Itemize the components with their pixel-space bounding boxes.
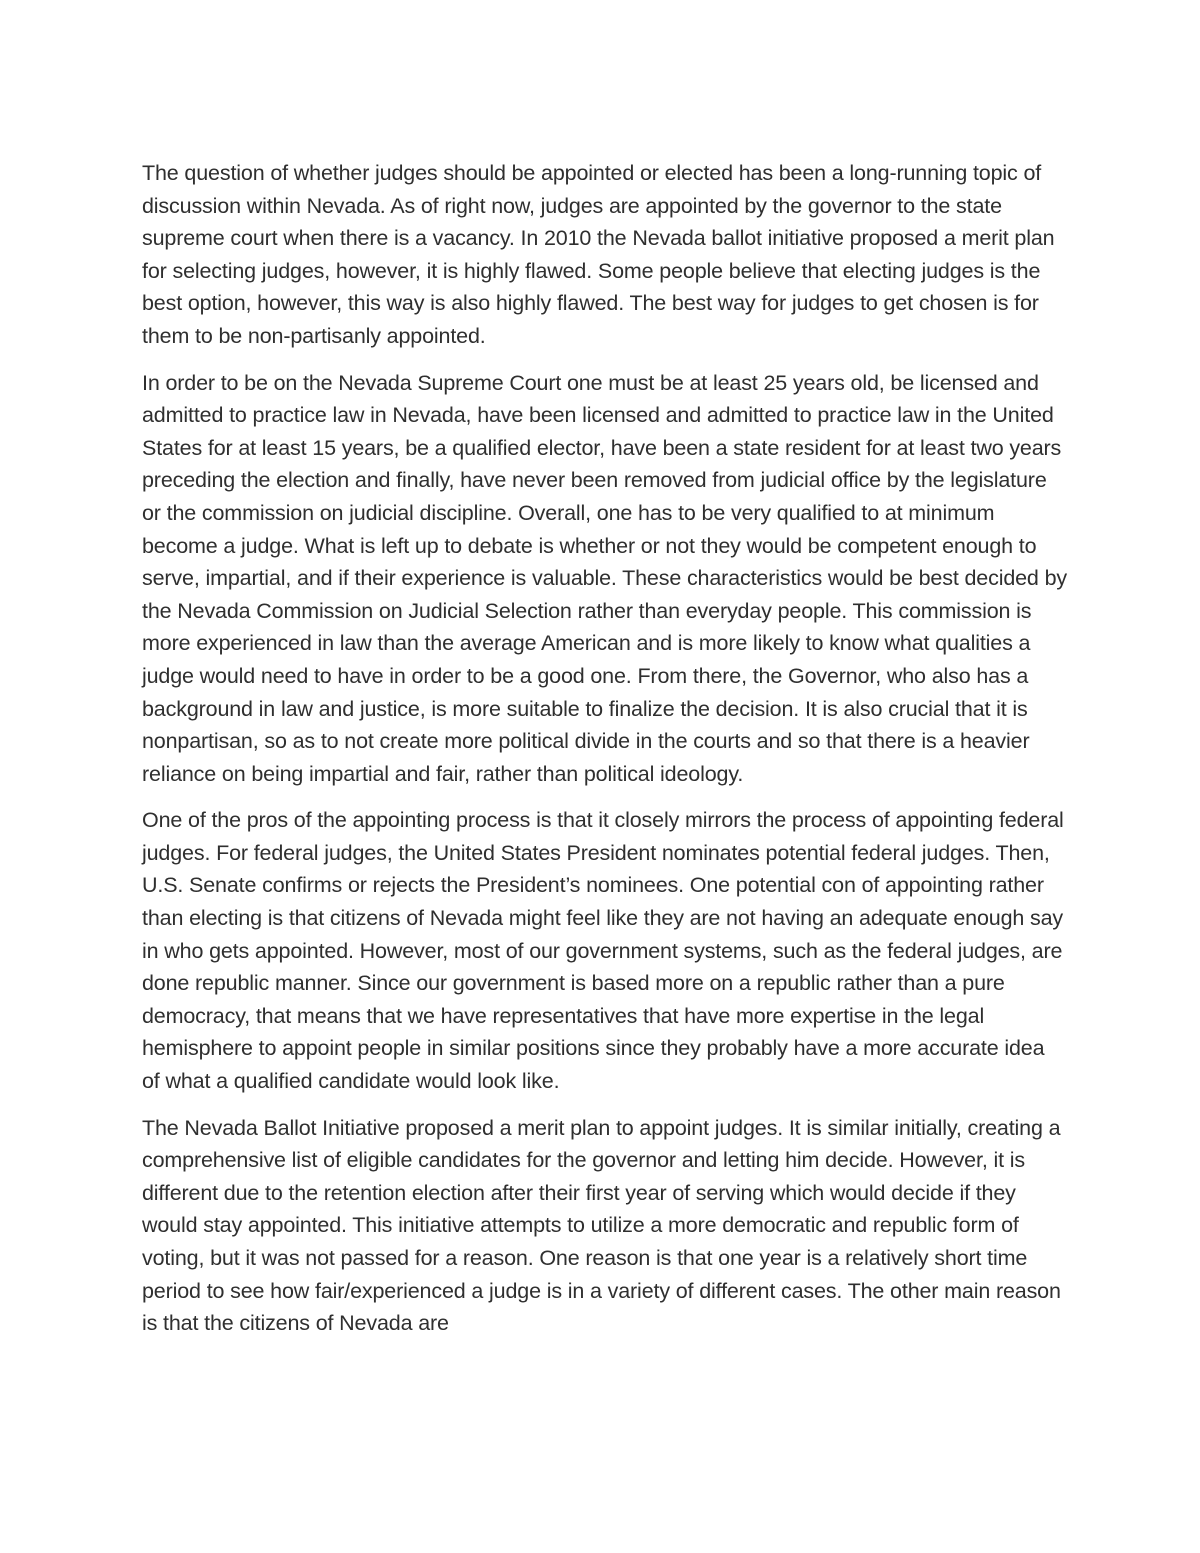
paragraph-4: The Nevada Ballot Initiative proposed a merit plan to appoint judges. It is similar initially, creating a comprehensive list of eligible candidates for the governor and letting him decide. However, it is different due to the retention election after their first year of serving which would decide if they would stay appointed. This initiative attempts to utilize a more democratic and republic form of voting, but it was not passed for a reason. One reason is that one year is a relatively short time period to see how fair/experienced a judge is in a variety of different cases. The other main reason is that the citizens of Nevada are <box>142 1115 1061 1336</box>
paragraph-2: In order to be on the Nevada Supreme Court one must be at least 25 years old, be licensed and admitted to practice law in Nevada, have been licensed and admitted to practice law in the United States for at least 15 years, be a qualified elector, have been a state resident for at least two years preceding the election and finally, have never been removed from judicial office by the legislature or the commission on judicial discipline. Overall, one has to be very qualified to at minimum become a judge. What is left up to debate is whether or not they would be competent enough to serve, impartial, and if their experience is valuable. These characteristics would be best decided by the Nevada Commission on Judicial Selection rather than everyday people. This commission is more experienced in law than the average American and is more likely to know what qualities a judge would need to have in order to be a good one. From there, the Governor, who also has a background in law and justice, is more suitable to finalize the decision. It is also crucial that it is nonpartisan, so as to not create more political divide in the courts and so that there is a heavier reliance on being impartial and fair, rather than political ideology. <box>142 370 1067 786</box>
paragraph-3: One of the pros of the appointing process is that it closely mirrors the process of appointing federal judges. For federal judges, the United States President nominates potential federal judges. Then, U.S. Senate confirms or rejects the President’s nominees. One potential con of appointing rather than electing is that citizens of Nevada might feel like they are not having an adequate enough say in who gets appointed. However, most of our government systems, such as the federal judges, are done republic manner. Since our government is based more on a republic rather than a pure democracy, that means that we have representatives that have more expertise in the legal hemisphere to appoint people in similar positions since they probably have a more accurate idea of what a qualified candidate would look like. <box>142 808 1064 1094</box>
document-body <box>142 157 1067 1354</box>
paragraph-1: The question of whether judges should be appointed or elected has been a long-running topic of discussion within Nevada. As of right now, judges are appointed by the governor to the state supreme court when there is a vacancy. In 2010 the Nevada ballot initiative proposed a merit plan for selecting judges, however, it is highly flawed. Some people believe that electing judges is the best option, however, this way is also highly flawed. The best way for judges to get chosen is for them to be non-partisanly appointed. <box>142 161 1055 348</box>
